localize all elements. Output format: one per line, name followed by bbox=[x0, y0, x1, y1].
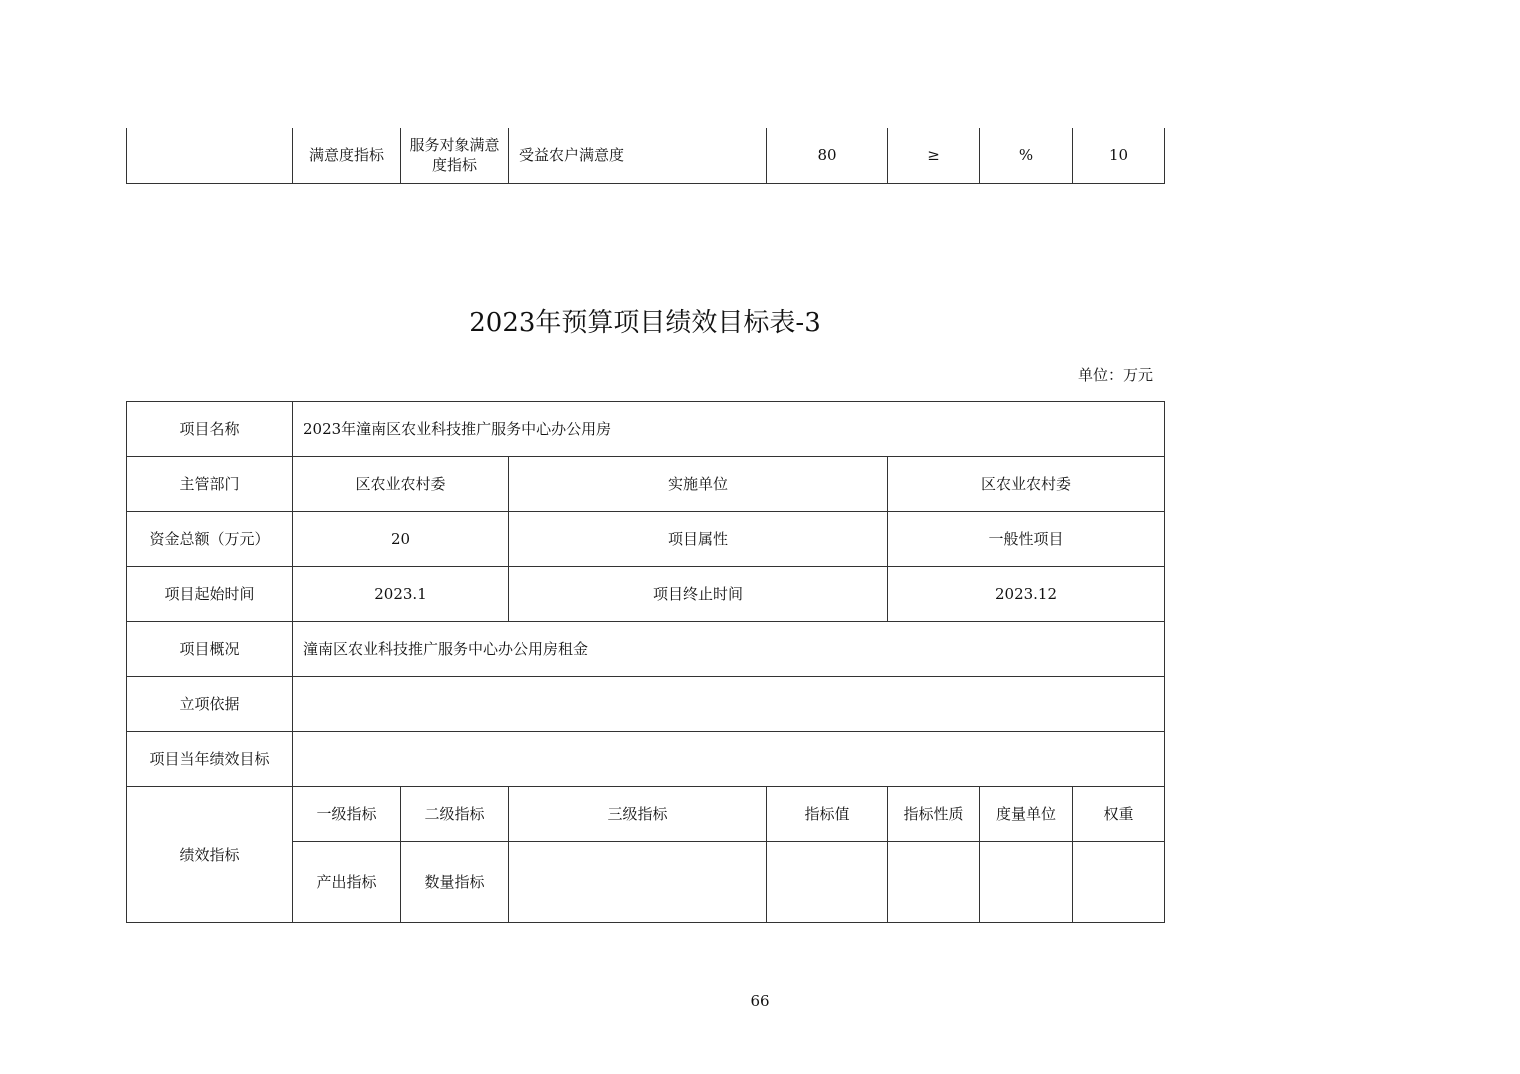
cont-weight-cell: 10 bbox=[1073, 128, 1165, 183]
continuation-table bbox=[126, 128, 1165, 184]
goal-value bbox=[293, 732, 1165, 787]
overview-row bbox=[127, 622, 1165, 677]
attr-value: 一般性项目 bbox=[888, 512, 1165, 567]
cont-value-cell: 80 bbox=[767, 128, 888, 183]
period-row bbox=[127, 567, 1165, 622]
header-level1: 一级指标 bbox=[293, 787, 401, 842]
header-level2: 二级指标 bbox=[401, 787, 509, 842]
cont-level3-cell: 服务对象满意度指标 bbox=[401, 128, 509, 183]
row-level1: 产出指标 bbox=[293, 842, 401, 923]
department-row bbox=[127, 457, 1165, 512]
dept-value: 区农业农村委 bbox=[293, 457, 509, 512]
impl-value: 区农业农村委 bbox=[888, 457, 1165, 512]
perf-indicator-label: 绩效指标 bbox=[127, 787, 293, 923]
project-name-value: 2023年潼南区农业科技推广服务中心办公用房 bbox=[293, 402, 1165, 457]
basis-label: 立项依据 bbox=[127, 677, 293, 732]
basis-value bbox=[293, 677, 1165, 732]
cont-level1-cell bbox=[127, 128, 293, 183]
row-weight bbox=[1073, 842, 1165, 923]
continuation-row bbox=[127, 128, 1165, 183]
start-value: 2023.1 bbox=[293, 567, 509, 622]
funds-value: 20 bbox=[293, 512, 509, 567]
basis-row bbox=[127, 677, 1165, 732]
header-weight: 权重 bbox=[1073, 787, 1165, 842]
row-unit bbox=[980, 842, 1073, 923]
funds-label: 资金总额（万元） bbox=[127, 512, 293, 567]
row-level3 bbox=[509, 842, 767, 923]
project-name-label: 项目名称 bbox=[127, 402, 293, 457]
funds-row bbox=[127, 512, 1165, 567]
row-value bbox=[767, 842, 888, 923]
row-level2: 数量指标 bbox=[401, 842, 509, 923]
project-name-row bbox=[127, 402, 1165, 457]
page-title: 2023年预算项目绩效目标表-3 bbox=[469, 308, 821, 338]
attr-label: 项目属性 bbox=[509, 512, 888, 567]
indicator-header-row bbox=[127, 787, 1165, 842]
dept-label: 主管部门 bbox=[127, 457, 293, 512]
cont-indicator-cell: 受益农户满意度 bbox=[509, 128, 767, 183]
goal-label: 项目当年绩效目标 bbox=[127, 732, 293, 787]
end-label: 项目终止时间 bbox=[509, 567, 888, 622]
goal-row bbox=[127, 732, 1165, 787]
impl-label: 实施单位 bbox=[509, 457, 888, 512]
row-nature bbox=[888, 842, 980, 923]
cont-level2-cell: 满意度指标 bbox=[293, 128, 401, 183]
unit-note: 单位：万元 bbox=[1077, 366, 1153, 384]
end-value: 2023.12 bbox=[888, 567, 1165, 622]
overview-label: 项目概况 bbox=[127, 622, 293, 677]
cont-nature-cell: ≥ bbox=[888, 128, 980, 183]
cont-unit-cell: % bbox=[980, 128, 1073, 183]
start-label: 项目起始时间 bbox=[127, 567, 293, 622]
page-number: 66 bbox=[750, 992, 770, 1010]
overview-value: 潼南区农业科技推广服务中心办公用房租金 bbox=[293, 622, 1165, 677]
performance-target-table bbox=[126, 401, 1165, 923]
header-level3: 三级指标 bbox=[509, 787, 767, 842]
header-nature: 指标性质 bbox=[888, 787, 980, 842]
header-unit: 度量单位 bbox=[980, 787, 1073, 842]
header-value: 指标值 bbox=[767, 787, 888, 842]
